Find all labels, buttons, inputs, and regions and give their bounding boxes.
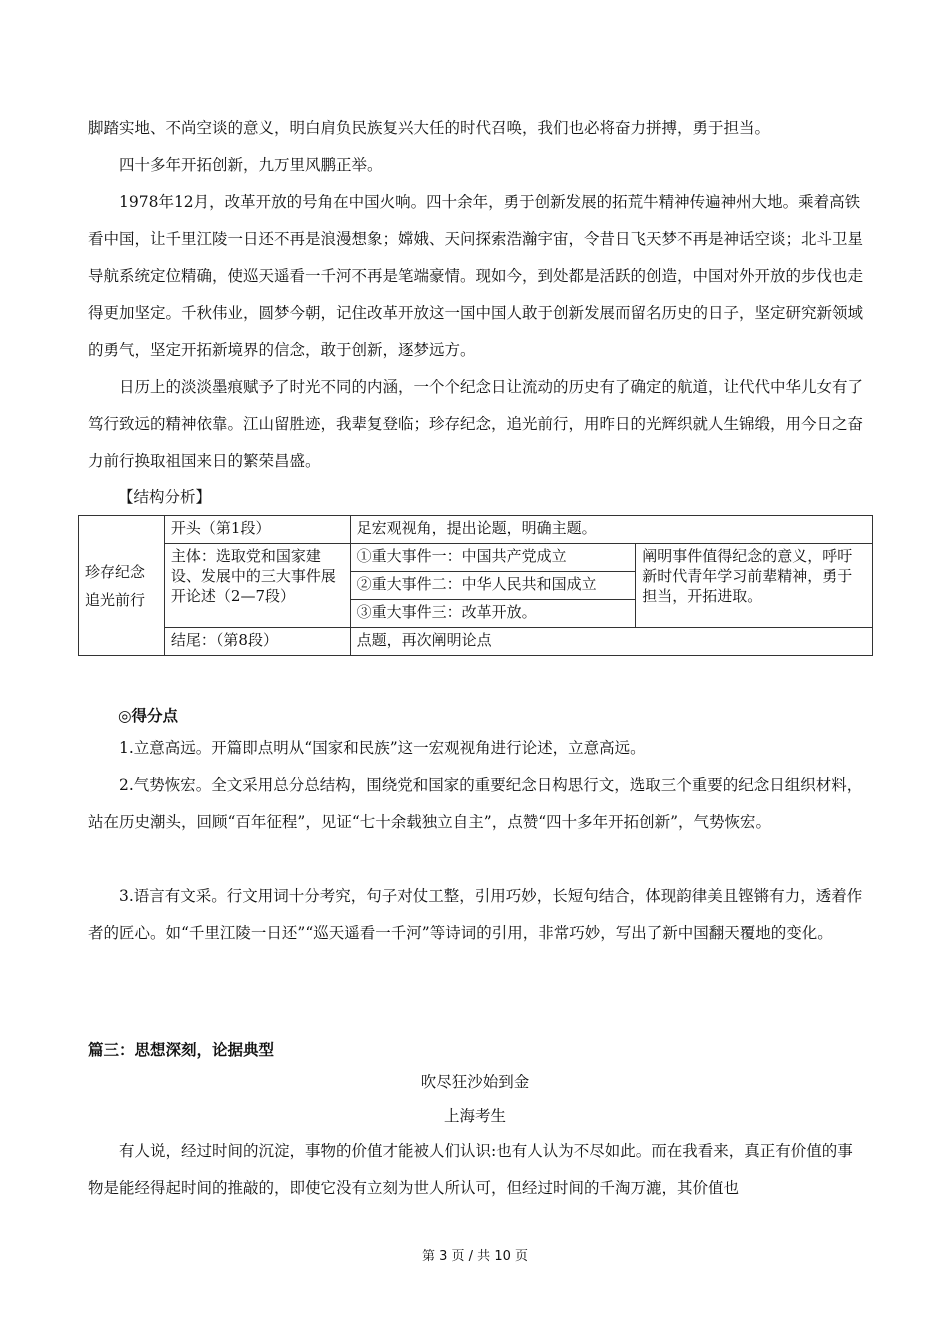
scoring-point-2: 2.气势恢宏。全文采用总分总结构，围绕党和国家的重要纪念日构思行文，选取三个重要的纪念日组织材料，站在历史潮头，回顾“百年征程”，见证“七十余载独立自主”，点赞“四十多年开拓创新”，气势恢宏。	[88, 776, 863, 831]
scoring-point-3: 3.语言有文采。行文用词十分考究，句子对仗工整，引用巧妙，长短句结合，体现韵律美且铿锵有力，透着作者的匠心。如“千里江陵一日还”“巡天遥看一千河”等诗词的引用，非常巧妙，写出了新中国翻天覆地的变化。	[88, 887, 863, 942]
section-3-heading: 篇三：思想深刻，论据典型	[88, 1040, 275, 1059]
body-desc-cell: 阐明事件值得纪念的意义，呼吁新时代青年学习前辈精神，勇于担当，开拓进取。	[636, 544, 873, 628]
opening-label-cell: 开头（第1段）	[164, 516, 350, 544]
paragraph-1: 脚踏实地、不尚空谈的意义，明白肩负民族复兴大任的时代召唤，我们也必将奋力拼搏，勇于担当。	[88, 119, 771, 137]
ending-label-cell: 结尾：（第8段）	[164, 628, 350, 656]
table-title-cell: 珍存纪念追光前行	[79, 516, 165, 656]
essay-title: 吹尽狂沙始到金	[420, 1073, 530, 1091]
page-footer: 第 3 页 / 共 10 页	[422, 1249, 528, 1264]
event-3-cell: ③重大事件三：改革开放。	[350, 600, 636, 628]
structure-table	[78, 515, 873, 656]
scoring-point-1: 1.立意高远。开篇即点明从“国家和民族”这一宏观视角进行论述，立意高远。	[119, 739, 646, 757]
scoring-heading: ◎得分点	[118, 706, 179, 725]
body-label-cell: 主体：选取党和国家建设、发展中的三大事件展开论述（2—7段）	[164, 544, 350, 628]
event-2-cell: ②重大事件二：中华人民共和国成立	[350, 572, 636, 600]
event-1-cell: ①重大事件一：中国共产党成立	[350, 544, 636, 572]
ending-desc-cell: 点题，再次阐明论点	[350, 628, 872, 656]
essay-intro-paragraph: 有人说，经过时间的沉淀，事物的价值才能被人们认识:也有人认为不尽如此。而在我看来，真正有价值的事物是能经得起时间的推敲的，即使它没有立刻为世人所认可，但经过时间的千淘万漉，其价值也	[88, 1142, 853, 1197]
structure-analysis-heading: 【结构分析】	[118, 488, 212, 506]
opening-desc-cell: 足宏观视角，提出论题，明确主题。	[350, 516, 872, 544]
essay-author: 上海考生	[443, 1107, 506, 1125]
paragraph-3: 1978年12月，改革开放的号角在中国火响。四十余年，勇于创新发展的拓荒牛精神传遍神州大地。乘着高铁看中国，让千里江陵一日还不再是浪漫想象；嫦娥、天问探索浩瀚宇宙，令昔日飞天梦不再是神话空谈；北斗卫星导航系统定位精确，使巡天遥看一千河不再是笔端豪情。现如今，到处都是活跃的创造，中国对外开放的步伐也走得更加坚定。千秋伟业，圆梦今朝，记住改革开放这一国中国人敢于创新发展而留名历史的日子，坚定研究新领域的勇气，坚定开拓新境界的信念，敢于创新，逐梦远方。	[88, 193, 864, 359]
paragraph-2: 四十多年开拓创新，九万里风鹏正举。	[119, 156, 383, 174]
paragraph-4: 日历上的淡淡墨痕赋予了时光不同的内涵，一个个纪念日让流动的历史有了确定的航道，让代代中华儿女有了笃行致远的精神依靠。江山留胜迹，我辈复登临；珍存纪念，追光前行，用昨日的光辉织就人生锦缎，用今日之奋力前行换取祖国来日的繁荣昌盛。	[88, 378, 864, 470]
